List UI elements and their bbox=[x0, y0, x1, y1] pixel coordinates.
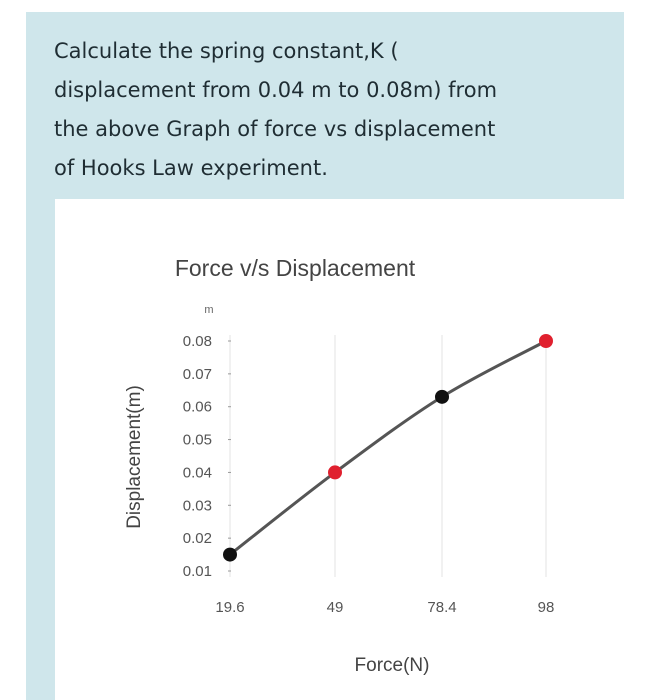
y-tick-label: 0.08 bbox=[182, 333, 212, 350]
y-tick-label: 0.02 bbox=[182, 530, 212, 548]
y-tick-label: 0.01 bbox=[182, 563, 212, 580]
question-line-2: displacement from 0.04 m to 0.08m) from bbox=[54, 78, 498, 102]
x-tick-label: 19.6 bbox=[215, 599, 245, 616]
data-point[interactable] bbox=[539, 334, 553, 348]
data-point[interactable] bbox=[328, 465, 342, 479]
question-card bbox=[26, 12, 624, 700]
series-line bbox=[230, 341, 546, 555]
x-axis-label: Force(N) bbox=[354, 655, 430, 676]
data-point[interactable] bbox=[223, 548, 237, 562]
chart-panel bbox=[55, 199, 624, 700]
x-tick-label: 49 bbox=[326, 599, 344, 616]
x-tick-label: 98 bbox=[537, 599, 555, 616]
y-tick-label: 0.04 bbox=[182, 464, 212, 482]
y-tick-label: 0.05 bbox=[182, 431, 212, 449]
y-unit-label: m bbox=[204, 304, 214, 316]
data-point[interactable] bbox=[435, 390, 449, 404]
y-tick-label: 0.03 bbox=[182, 497, 212, 515]
question-text bbox=[54, 32, 614, 188]
y-axis-label: Displacement(m) bbox=[124, 385, 145, 529]
question-line-4: of Hooks Law experiment. bbox=[54, 156, 328, 180]
x-tick-label: 78.4 bbox=[427, 599, 457, 616]
force-displacement-chart bbox=[55, 199, 624, 700]
chart-title: Force v/s Displacement bbox=[174, 255, 416, 281]
question-line-3: the above Graph of force vs displacement bbox=[54, 117, 496, 141]
y-tick-label: 0.07 bbox=[182, 365, 212, 383]
question-line-1: Calculate the spring constant,K ( bbox=[54, 39, 399, 63]
y-tick-label: 0.06 bbox=[182, 398, 212, 416]
